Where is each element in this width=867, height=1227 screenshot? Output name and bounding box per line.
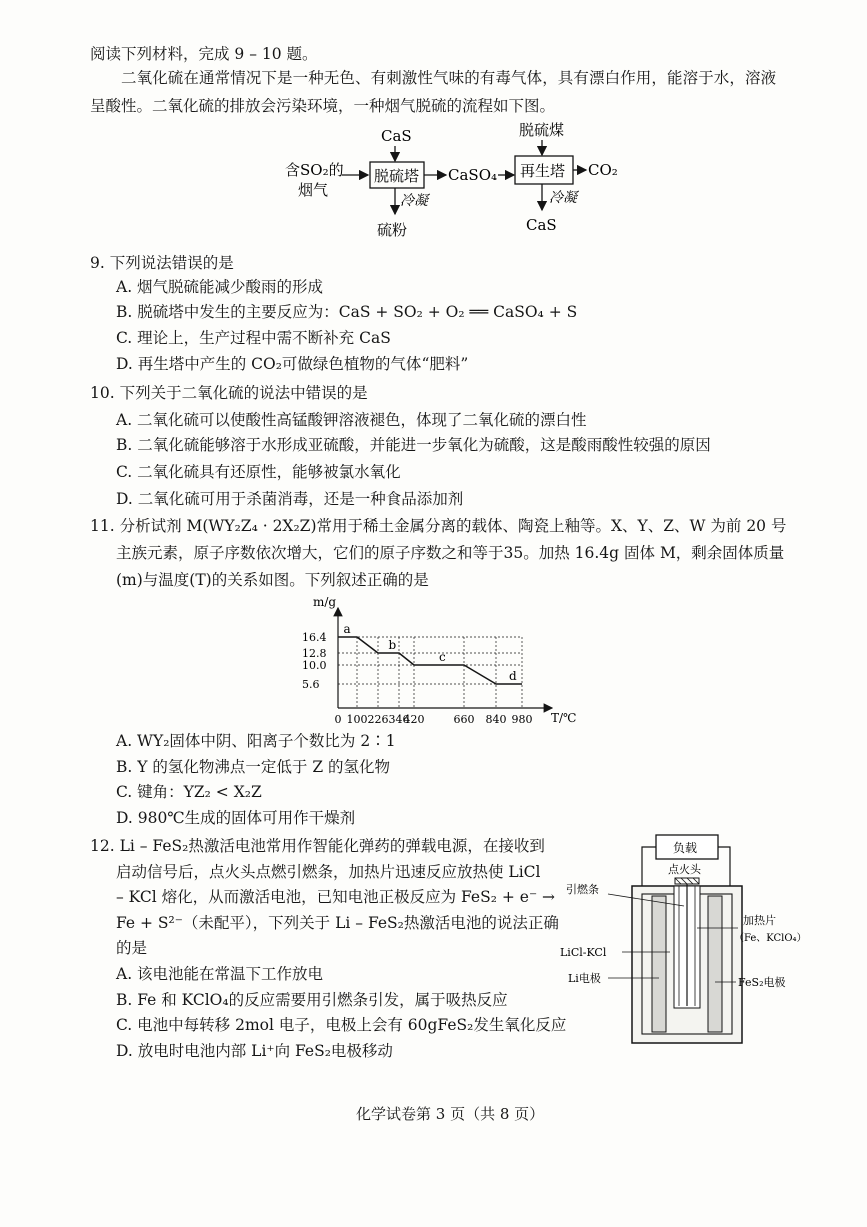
- fes2-electrode-label: FeS₂电极: [738, 976, 786, 989]
- li-electrode: [652, 896, 666, 1032]
- chart-mass-curve: [338, 637, 522, 684]
- q11-stem-line-2: 主族元素，原子序数依次增大，它们的原子序数之和等于35。加热 16.4g 固体 M，剩余固体质量: [116, 544, 785, 562]
- chart-x-tick-label: 346: [388, 713, 410, 726]
- flow-intermediate-caso4: CaSO₄: [448, 166, 498, 184]
- electrolyte-label: LiCl-KCl: [560, 946, 607, 959]
- q9-option-c: C. 理论上，生产过程中需不断补充 CaS: [116, 329, 391, 347]
- fuse-strip-label: 引燃条: [566, 883, 599, 896]
- q12-stem-line-4: Fe + S²⁻（未配平），下列关于 Li – FeS₂热激活电池的说法正确: [116, 914, 559, 932]
- q9-option-a: A. 烟气脱硫能减少酸雨的形成: [116, 278, 324, 296]
- desulfurization-tower-label: 脱硫塔: [374, 167, 420, 185]
- q11-option-a: A. WY₂固体中阴、阳离子个数比为 2∶1: [116, 732, 396, 750]
- chart-x-tick-label: 420: [403, 713, 425, 726]
- chart-x-tick-label: 100: [346, 713, 368, 726]
- q11-stem-line-3: (m)与温度(T)的关系如图。下列叙述正确的是: [116, 571, 429, 589]
- q9-option-d: D. 再生塔中产生的 CO₂可做绿色植物的气体“肥料”: [116, 355, 469, 373]
- chart-plateau-label: c: [439, 650, 446, 664]
- igniter-head: [675, 878, 699, 884]
- chart-plateau-label: a: [343, 622, 351, 636]
- thermal-battery-diagram: [560, 830, 810, 1055]
- chart-plateau-label: b: [388, 638, 397, 652]
- q11-stem-line-1: 11. 分析试剂 M(WY₂Z₄ · 2X₂Z)常用于稀土金属分离的载体、陶瓷上釉等。X、Y、Z、W 为前 20 号: [90, 517, 787, 535]
- q10-option-d: D. 二氧化硫可用于杀菌消毒，还是一种食品添加剂: [116, 490, 464, 508]
- chart-y-tick-label: 16.4: [302, 631, 327, 644]
- li-electrode-label: Li电极: [568, 972, 601, 985]
- passage-line-2: 呈酸性。二氧化硫的排放会污染环境，一种烟气脱硫的流程如下图。: [90, 97, 556, 115]
- flow-reagent-coal: 脱硫煤: [519, 121, 565, 139]
- q11-option-d: D. 980℃生成的固体可用作干燥剂: [116, 809, 356, 827]
- chart-x-axis-label: T/℃: [551, 711, 577, 725]
- q11-option-b: B. Y 的氢化物沸点一定低于 Z 的氢化物: [116, 758, 391, 776]
- q10-option-c: C. 二氧化硫具有还原性，能够被氯水氧化: [116, 463, 401, 481]
- flow-output-co2: CO₂: [588, 161, 618, 179]
- chart-x-tick-label: 0: [334, 713, 342, 726]
- q9-option-b: B. 脱硫塔中发生的主要反应为：CaS + SO₂ + O₂ ══ CaSO₄ + S: [116, 303, 578, 321]
- flow-input-label-2: 烟气: [298, 181, 329, 199]
- fes2-electrode: [708, 896, 722, 1032]
- flow-input-label-1: 含SO₂的: [285, 161, 344, 179]
- mass-temperature-chart: [300, 594, 600, 730]
- load-label: 负载: [673, 841, 698, 855]
- chart-y-tick-label: 12.8: [302, 647, 327, 660]
- igniter-label: 点火头: [668, 863, 701, 876]
- q10-option-b: B. 二氧化硫能够溶于水形成亚硫酸，并能进一步氧化为硫酸，这是酸雨酸性较强的原因: [116, 436, 711, 454]
- desulfurization-flow-diagram: [270, 118, 630, 244]
- reading-instruction: 阅读下列材料，完成 9 – 10 题。: [90, 45, 318, 63]
- flow-reagent-cas: CaS: [381, 127, 412, 145]
- passage-line-1: 二氧化硫在通常情况下是一种无色、有刺激性气味的有毒气体，具有漂白作用，能溶于水，溶液: [121, 69, 777, 87]
- chart-y-tick-label: 5.6: [302, 678, 320, 691]
- q12-stem-line-2: 启动信号后，点火头点燃引燃条，加热片迅速反应放热使 LiCl: [116, 863, 541, 881]
- q12-option-b: B. Fe 和 KClO₄的反应需要用引燃条引发，属于吸热反应: [116, 991, 508, 1009]
- q10-stem: 10. 下列关于二氧化硫的说法中错误的是: [90, 384, 368, 402]
- chart-x-tick-label: 980: [511, 713, 533, 726]
- flow-condense-1: 冷凝: [400, 193, 428, 209]
- flow-output-sulfur: 硫粉: [377, 221, 408, 239]
- flow-condense-2: 冷凝: [549, 190, 577, 206]
- page-footer: 化学试卷第 3 页（共 8 页）: [356, 1105, 545, 1123]
- q11-option-c: C. 键角：YZ₂ < X₂Z: [116, 783, 262, 801]
- chart-plateau-label: d: [509, 669, 517, 683]
- q12-option-c: C. 电池中每转移 2mol 电子，电极上会有 60gFeS₂发生氧化反应: [116, 1016, 567, 1034]
- chart-x-tick-label: 840: [485, 713, 507, 726]
- q12-option-a: A. 该电池能在常温下工作放电: [116, 965, 324, 983]
- q12-stem-line-5: 的是: [116, 939, 148, 957]
- chart-y-tick-label: 10.0: [302, 659, 327, 672]
- regeneration-tower-label: 再生塔: [520, 162, 566, 180]
- chart-x-tick-label: 226: [367, 713, 389, 726]
- q12-stem-line-1: 12. Li – FeS₂热激活电池常用作智能化弹药的弹载电源，在接收到: [90, 837, 545, 855]
- q10-option-a: A. 二氧化硫可以使酸性高锰酸钾溶液褪色，体现了二氧化硫的漂白性: [116, 411, 587, 429]
- heater-label-1: 加热片: [743, 914, 776, 927]
- heater-label-2: （Fe、KClO₄）: [734, 933, 807, 944]
- chart-x-tick-label: 660: [453, 713, 475, 726]
- chart-y-axis-label: m/g: [313, 595, 337, 609]
- q12-stem-line-3: – KCl 熔化，从而激活电池，已知电池正极反应为 FeS₂ + e⁻ →: [116, 888, 556, 906]
- flow-output-cas: CaS: [526, 216, 557, 234]
- q12-option-d: D. 放电时电池内部 Li⁺向 FeS₂电极移动: [116, 1042, 393, 1060]
- q9-stem: 9. 下列说法错误的是: [90, 254, 234, 272]
